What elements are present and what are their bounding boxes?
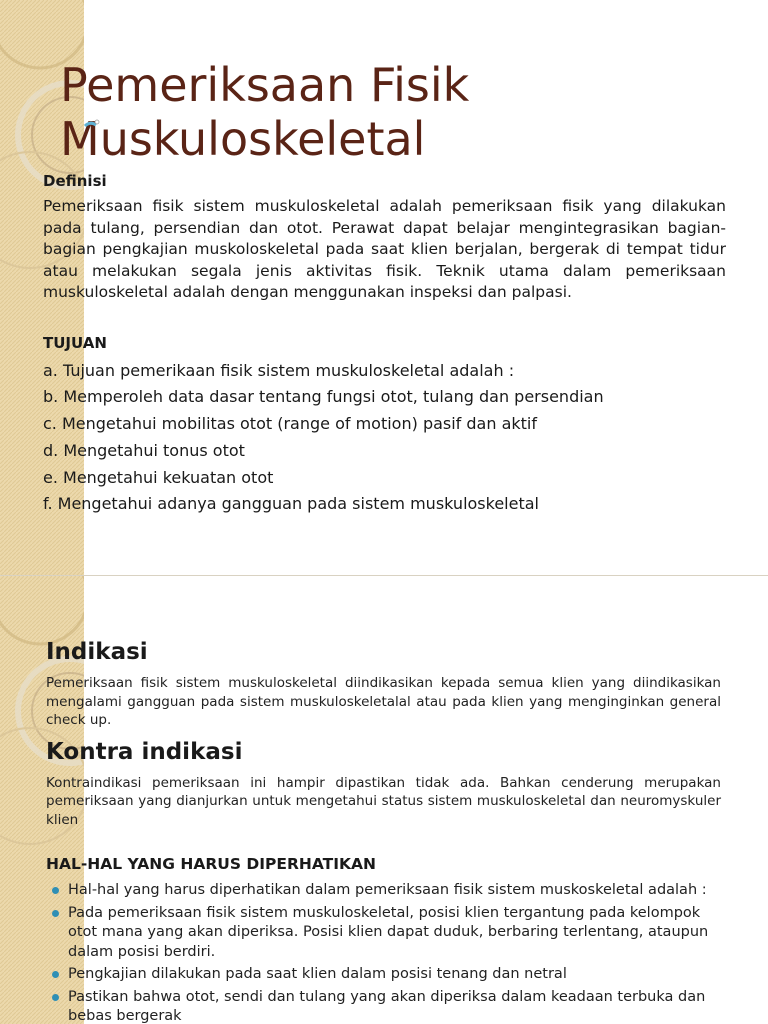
- bullet-icon: [52, 910, 59, 917]
- slide-1-content: [43, 172, 726, 518]
- slide-2-content: [46, 638, 721, 1024]
- list-item: [46, 881, 721, 901]
- hal-list: [46, 881, 721, 1024]
- list-item: b. Memperoleh data dasar tentang fungsi otot, tulang dan persendian: [43, 387, 604, 407]
- slide-2: [0, 576, 768, 1024]
- kontra-text: Kontraindikasi pemeriksaan ini hampir dipastikan tidak ada. Bahkan cenderung merupakan pemeriksaan yang dianjurkan untuk mengetahui status sistem muskuloskeletal dan neuromyskuler klien: [46, 774, 721, 828]
- kontra-heading: Kontra indikasi: [46, 738, 243, 765]
- tujuan-list: [43, 358, 726, 519]
- list-item-text: Hal-hal yang harus diperhatikan dalam pemeriksaan fisik sistem muskoskeletal adalah :: [68, 882, 707, 898]
- bullet-icon: [52, 971, 59, 978]
- tujuan-heading: TUJUAN: [43, 333, 107, 352]
- hal-heading: HAL-HAL YANG HARUS DIPERHATIKAN: [46, 855, 376, 873]
- list-item: [46, 965, 721, 985]
- list-item-text: Pengkajian dilakukan pada saat klien dalam posisi tenang dan netral: [68, 966, 567, 982]
- slide-title: Pemeriksaan Fisik Muskuloskeletal: [60, 58, 470, 166]
- sparkle-icon: [82, 118, 100, 136]
- list-item: f. Mengetahui adanya gangguan pada sistem muskuloskeletal: [43, 494, 539, 514]
- list-item: [46, 988, 721, 1024]
- list-item: c. Mengetahui mobilitas otot (range of motion) pasif dan aktif: [43, 414, 538, 434]
- bullet-icon: [52, 887, 59, 894]
- list-item: e. Mengetahui kekuatan otot: [43, 467, 274, 487]
- definisi-heading: Definisi: [43, 172, 107, 190]
- indikasi-text: Pemeriksaan fisik sistem muskuloskeletal diindikasikan kepada semua klien yang diindikasikan mengalami gangguan pada sistem muskuloskeletalal atau pada klien yang menginginkan general check up.: [46, 675, 721, 728]
- list-item-text: Pada pemeriksaan fisik sistem muskuloskeletal, posisi klien tergantung pada kelompok otot mana yang akan diperiksa. Posisi klien dapat duduk, berbaring terlentang, ataupun dalam posisi berdiri.: [68, 904, 709, 960]
- list-item: d. Mengetahui tonus otot: [43, 440, 245, 460]
- list-item-text: Pastikan bahwa otot, sendi dan tulang yang akan diperiksa dalam keadaan terbuka dan bebas bergerak: [68, 988, 706, 1024]
- list-item: a. Tujuan pemerikaan fisik sistem muskuloskeletal adalah :: [43, 360, 515, 380]
- indikasi-heading: Indikasi: [46, 639, 148, 665]
- bullet-icon: [52, 994, 59, 1001]
- list-item: [46, 904, 721, 963]
- definisi-text: Pemeriksaan fisik sistem muskuloskeletal adalah pemeriksaan fisik yang dilakukan pada tulang, persendian dan otot. Perawat dapat belajar mengintegrasikan bagian-bagian pengkajian muskoloskeletal pada saat klien berjalan, bergerak di tempat tidur atau melakukan segala jenis aktivitas fisik. Teknik utama dalam pemeriksaan muskuloskeletal adalah dengan menggunakan inspeksi dan palpasi.: [43, 197, 726, 301]
